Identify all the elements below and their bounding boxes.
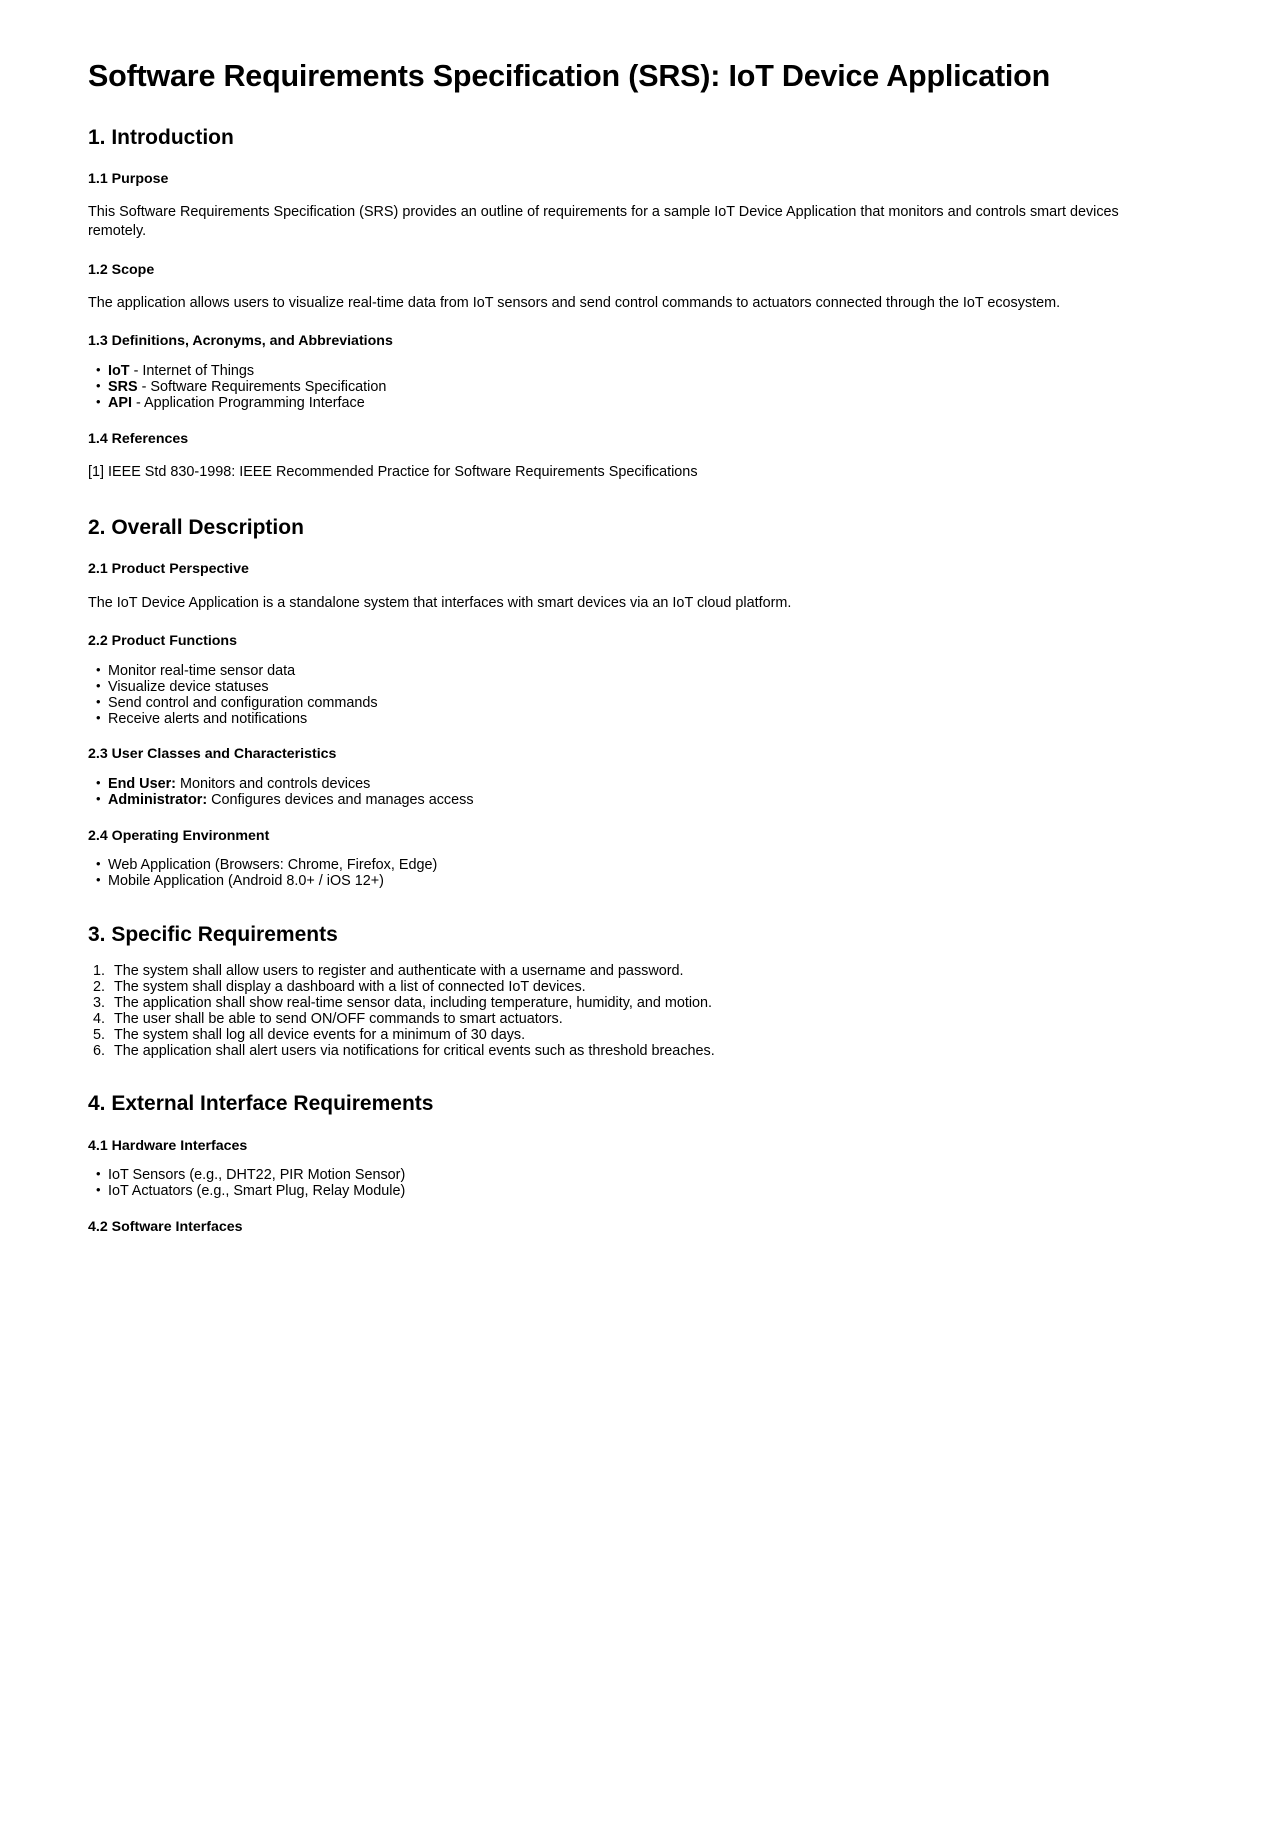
document-content (88, 0, 1160, 1247)
paragraph-purpose: This Software Requirements Specification (SRS) provides an outline of requirements for a sample IoT Device Application that monitors and controls smart devices remotely. (88, 204, 1119, 240)
list-item-description: - Application Programming Interface (132, 394, 365, 411)
subsection-heading-definitions: 1.3 Definitions, Acronyms, and Abbreviations (88, 333, 393, 350)
list-item-description: Visualize device statuses (108, 678, 269, 695)
software-interfaces-table-clip (88, 1237, 1160, 1247)
section-heading-external-interface-requirements: 4. External Interface Requirements (88, 1092, 434, 1116)
subsection-heading-hardware-interfaces: 4.1 Hardware Interfaces (88, 1137, 248, 1154)
list-item: The user shall be able to send ON/OFF commands to smart actuators. (114, 1010, 563, 1027)
operating-environment-list (88, 845, 1160, 889)
list-item (88, 395, 1160, 411)
list-item-description: Receive alerts and notifications (108, 710, 308, 727)
list-item-description: Monitor real-time sensor data (108, 662, 296, 679)
subsection-heading-software-interfaces: 4.2 Software Interfaces (88, 1219, 243, 1236)
subsection-heading-scope: 1.2 Scope (88, 261, 155, 278)
list-item-description: Monitors and controls devices (175, 775, 371, 792)
hardware-interfaces-list (88, 1155, 1160, 1199)
list-item (88, 1183, 1160, 1199)
list-item-description: IoT Sensors (e.g., DHT22, PIR Motion Sensor) (108, 1167, 406, 1184)
list-item (88, 792, 1160, 808)
section-heading-introduction: 1. Introduction (88, 125, 234, 149)
subsection-heading-operating-environment: 2.4 Operating Environment (88, 827, 270, 844)
list-item: The system shall allow users to register and authenticate with a username and password. (114, 962, 684, 979)
list-item (88, 711, 1160, 727)
section-heading-overall-description: 2. Overall Description (88, 516, 304, 540)
page-title: Software Requirements Specification (SRS): IoT Device Application (88, 59, 1051, 93)
list-item: The system shall display a dashboard with a list of connected IoT devices. (114, 978, 586, 995)
list-item-description: Web Application (Browsers: Chrome, Firefox, Edge) (108, 857, 438, 874)
list-item-description: - Software Requirements Specification (137, 378, 387, 395)
list-item-description: Send control and configuration commands (108, 694, 378, 711)
list-item-description: IoT Actuators (e.g., Smart Plug, Relay Module) (108, 1183, 406, 1200)
list-item (88, 695, 1160, 711)
list-item: The application shall alert users via notifications for critical events such as threshold breaches. (114, 1042, 715, 1059)
list-item (88, 363, 1160, 379)
subsection-heading-product-functions: 2.2 Product Functions (88, 633, 237, 650)
list-item: The system shall log all device events for a minimum of 30 days. (114, 1026, 526, 1043)
list-item (88, 873, 1160, 889)
list-item-description: Configures devices and manages access (207, 791, 474, 808)
list-item-description: - Internet of Things (129, 362, 255, 379)
paragraph-references: [1] IEEE Std 830-1998: IEEE Recommended Practice for Software Requirements Specifications (88, 464, 698, 481)
list-item (88, 1167, 1160, 1183)
definitions-list (88, 351, 1160, 411)
subsection-heading-references: 1.4 References (88, 430, 189, 447)
list-item-term: Administrator: (108, 791, 208, 808)
list-item (88, 663, 1160, 679)
paragraph-product-perspective: The IoT Device Application is a standalone system that interfaces with smart devices via an IoT cloud platform. (88, 594, 792, 611)
list-item (88, 776, 1160, 792)
subsection-heading-product-perspective: 2.1 Product Perspective (88, 561, 249, 578)
user-classes-list (88, 764, 1160, 808)
list-item-term: End User: (108, 775, 176, 792)
list-item-term: API (108, 394, 132, 411)
list-item-description: Mobile Application (Android 8.0+ / iOS 12+) (108, 873, 384, 890)
list-item (88, 379, 1160, 395)
list-item-term: SRS (108, 378, 138, 395)
subsection-heading-user-classes: 2.3 User Classes and Characteristics (88, 746, 337, 763)
paragraph-scope: The application allows users to visualize real-time data from IoT sensors and send control commands to actuators connected through the IoT ecosystem. (88, 295, 1061, 312)
requirements-list (88, 949, 1160, 1059)
list-item (88, 679, 1160, 695)
section-heading-specific-requirements: 3. Specific Requirements (88, 923, 338, 947)
list-item: The application shall show real-time sensor data, including temperature, humidity, and motion. (114, 994, 713, 1011)
product-functions-list (88, 651, 1160, 727)
list-item-term: IoT (108, 362, 130, 379)
subsection-heading-purpose: 1.1 Purpose (88, 170, 169, 187)
list-item (88, 857, 1160, 873)
